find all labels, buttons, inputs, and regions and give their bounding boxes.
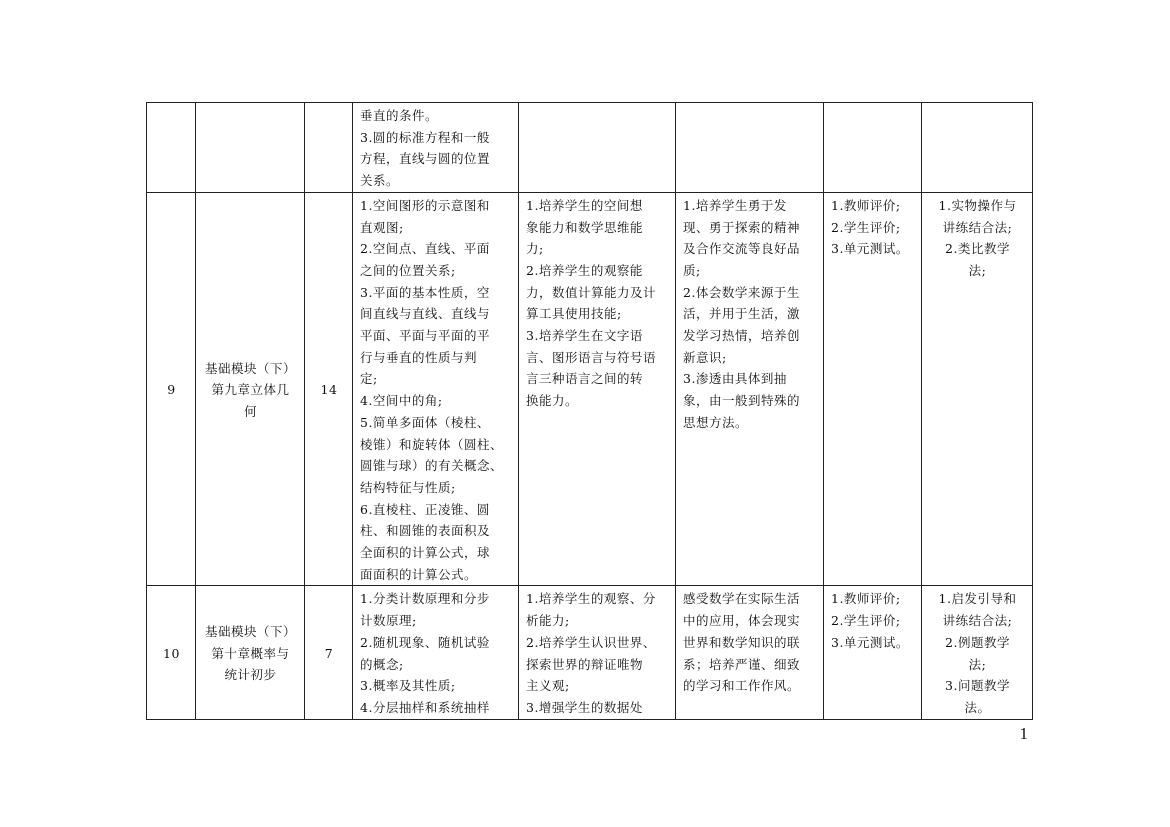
teaching-plan-table — [146, 102, 1033, 720]
table-row — [147, 192, 1033, 586]
content-cell-line: 5.简单多面体（棱柱、 — [360, 414, 490, 430]
quality-goal-cell-line: 系；培养严谨、细致 — [683, 656, 801, 672]
method-cell-line: 2.例题教学 — [945, 634, 1010, 650]
hours-cell: 7 — [305, 586, 353, 719]
quality-goal-cell-line: 象，由一般到特殊的 — [683, 393, 801, 409]
content-cell-line: 4.空间中的角; — [360, 393, 443, 409]
content-cell-line: 的概念; — [360, 656, 404, 672]
content-cell-line: 直观图; — [360, 219, 404, 235]
evaluation-cell-line: 1.教师评价; — [831, 591, 901, 607]
hours-cell: 14 — [305, 192, 353, 586]
evaluation-cell-line: 2.学生评价; — [831, 613, 901, 629]
content-cell-line: 3.圆的标准方程和一般 — [360, 129, 490, 145]
row-number-cell: 10 — [147, 586, 196, 719]
evaluation-cell-line: 3.单元测试。 — [831, 634, 909, 650]
quality-goal-cell — [676, 192, 824, 586]
evaluation-cell-line: 2.学生评价; — [831, 219, 901, 235]
evaluation-cell — [824, 192, 922, 586]
content-cell-line: 圆锥与球）的有关概念、 — [360, 458, 504, 474]
content-cell — [353, 103, 519, 193]
quality-goal-cell — [676, 586, 824, 719]
ability-goal-cell-line: 言三种语言之间的转 — [526, 371, 644, 387]
table-row — [147, 103, 1033, 193]
ability-goal-cell-line: 1.培养学生的观察、分 — [526, 591, 656, 607]
module-cell-line: 第九章立体几 — [211, 382, 290, 398]
evaluation-cell — [824, 103, 922, 193]
method-cell-line: 1.启发引导和 — [938, 591, 1017, 607]
method-cell-line: 法; — [968, 656, 987, 672]
hours-cell — [305, 103, 353, 193]
module-cell-line: 基础模块（下） — [204, 360, 296, 376]
quality-goal-cell-line: 活，并用于生活，激 — [683, 306, 801, 322]
content-cell-line: 1.分类计数原理和分步 — [360, 591, 490, 607]
quality-goal-cell-line: 思想方法。 — [683, 414, 749, 430]
content-cell-line: 定; — [360, 371, 378, 387]
content-cell-line: 柱、和圆锥的表面积及 — [360, 523, 491, 539]
content-cell-line: 3.概率及其性质; — [360, 678, 456, 694]
method-cell-line: 讲练结合法; — [942, 613, 1013, 629]
content-cell-line: 4.分层抽样和系统抽样 — [360, 699, 490, 715]
ability-goal-cell-line: 探索世界的辩证唯物 — [526, 656, 644, 672]
content-cell-line: 2.随机现象、随机试验 — [360, 634, 490, 650]
content-cell — [353, 192, 519, 586]
ability-goal-cell-line: 算工具使用技能; — [526, 306, 622, 322]
method-cell-line: 讲练结合法; — [942, 219, 1013, 235]
row-number-cell — [147, 103, 196, 193]
module-cell — [196, 192, 305, 586]
quality-goal-cell-line: 世界和数学知识的联 — [683, 634, 801, 650]
quality-goal-cell-line: 新意识; — [683, 349, 727, 365]
content-cell — [353, 586, 519, 719]
content-cell-line: 棱锥）和旋转体（圆柱、 — [360, 436, 504, 452]
method-cell-line: 1.实物操作与 — [938, 197, 1017, 213]
method-cell — [922, 192, 1033, 586]
ability-goal-cell-line: 象能力和数学思维能 — [526, 219, 644, 235]
content-cell-line: 间直线与直线、直线与 — [360, 306, 491, 322]
table-row — [147, 586, 1033, 719]
quality-goal-cell-line: 及合作交流等良好品 — [683, 241, 801, 257]
content-cell-line: 全面积的计算公式，球 — [360, 545, 491, 561]
evaluation-cell — [824, 586, 922, 719]
evaluation-cell-line: 3.单元测试。 — [831, 241, 909, 257]
ability-goal-cell-line: 言、图形语言与符号语 — [526, 349, 657, 365]
content-cell-line: 结构特征与性质; — [360, 479, 456, 495]
method-cell-line: 法。 — [964, 699, 991, 715]
content-cell-line: 3.平面的基本性质，空 — [360, 284, 490, 300]
content-cell-line: 行与垂直的性质与判 — [360, 349, 478, 365]
quality-goal-cell-line: 质; — [683, 262, 701, 278]
content-cell-line: 计数原理; — [360, 613, 417, 629]
content-cell-line: 面面积的计算公式。 — [360, 566, 478, 582]
method-cell — [922, 586, 1033, 719]
quality-goal-cell-line: 中的应用，体会现实 — [683, 613, 801, 629]
ability-goal-cell — [519, 586, 676, 719]
content-cell-line: 方程，直线与圆的位置 — [360, 151, 491, 167]
ability-goal-cell-line: 力，数值计算能力及计 — [526, 284, 657, 300]
content-cell-line: 关系。 — [360, 173, 400, 189]
quality-goal-cell-line: 3.渗透由具体到抽 — [683, 371, 787, 387]
module-cell-line: 第十章概率与 — [211, 645, 290, 661]
quality-goal-cell-line: 2.体会数学来源于生 — [683, 284, 800, 300]
method-cell — [922, 103, 1033, 193]
evaluation-cell-line: 1.教师评价; — [831, 197, 901, 213]
quality-goal-cell-line: 1.培养学生勇于发 — [683, 197, 787, 213]
quality-goal-cell-line: 的学习和工作作风。 — [683, 678, 801, 694]
ability-goal-cell-line: 主义观; — [526, 678, 570, 694]
method-cell-line: 2.类比教学 — [945, 241, 1010, 257]
content-cell-line: 1.空间图形的示意图和 — [360, 197, 490, 213]
ability-goal-cell — [519, 103, 676, 193]
quality-goal-cell — [676, 103, 824, 193]
ability-goal-cell-line: 3.培养学生在文字语 — [526, 328, 643, 344]
ability-goal-cell — [519, 192, 676, 586]
ability-goal-cell-line: 2.培养学生认识世界、 — [526, 634, 656, 650]
ability-goal-cell-line: 1.培养学生的空间想 — [526, 197, 643, 213]
module-cell-line: 基础模块（下） — [204, 624, 296, 640]
content-cell-line: 平面、平面与平面的平 — [360, 328, 491, 344]
content-cell-line: 2.空间点、直线、平面 — [360, 241, 490, 257]
ability-goal-cell-line: 3.增强学生的数据处 — [526, 699, 643, 715]
quality-goal-cell-line: 现、勇于探索的精神 — [683, 219, 801, 235]
content-cell-line: 6.直棱柱、正凌锥、圆 — [360, 501, 490, 517]
module-cell — [196, 586, 305, 719]
module-cell-line: 何 — [243, 403, 257, 419]
module-cell — [196, 103, 305, 193]
ability-goal-cell-line: 析能力; — [526, 613, 570, 629]
module-cell-line: 统计初步 — [224, 667, 277, 683]
ability-goal-cell-line: 力; — [526, 241, 544, 257]
quality-goal-cell-line: 发学习热情，培养创 — [683, 328, 801, 344]
content-cell-line: 之间的位置关系; — [360, 262, 456, 278]
row-number-cell: 9 — [147, 192, 196, 586]
content-cell-line: 垂直的条件。 — [360, 108, 439, 123]
quality-goal-cell-line: 感受数学在实际生活 — [683, 591, 801, 607]
ability-goal-cell-line: 换能力。 — [526, 393, 579, 409]
page-number: 1 — [1019, 724, 1028, 743]
ability-goal-cell-line: 2.培养学生的观察能 — [526, 262, 643, 278]
method-cell-line: 法; — [968, 262, 987, 278]
method-cell-line: 3.问题教学 — [945, 678, 1010, 694]
